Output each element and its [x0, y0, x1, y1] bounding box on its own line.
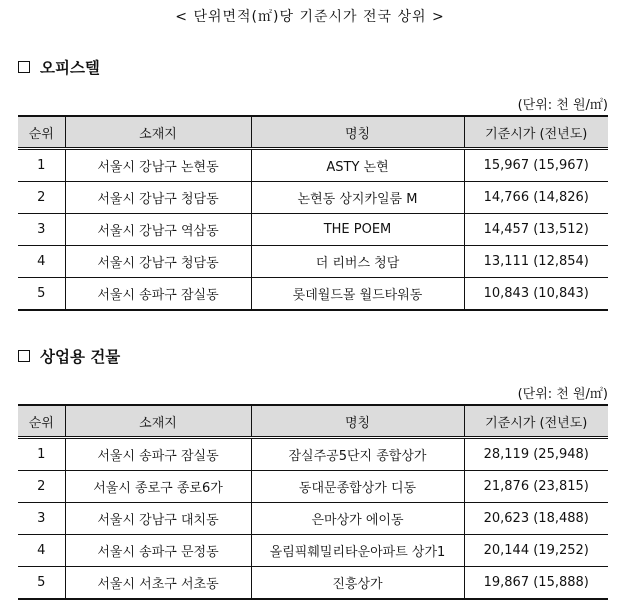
- cell-name: THE POEM: [251, 214, 464, 246]
- cell-rank: 1: [18, 149, 65, 182]
- table-row: [18, 567, 608, 600]
- header-rank: 순위: [18, 116, 65, 149]
- cell-price: 14,766 (14,826): [464, 182, 608, 214]
- table-row: [18, 149, 608, 182]
- cell-name: 잠실주공5단지 종합상가: [251, 438, 464, 471]
- cell-rank: 5: [18, 567, 65, 600]
- cell-name: 올림픽훼밀리타운아파트 상가1: [251, 535, 464, 567]
- section-heading-commercial: [18, 345, 120, 367]
- header-rank: 순위: [18, 405, 65, 438]
- checkbox-icon: [18, 350, 30, 362]
- table-row: [18, 278, 608, 311]
- cell-name: 진흥상가: [251, 567, 464, 600]
- unit-note: (단위: 천 원/㎡): [517, 387, 608, 402]
- unit-note: (단위: 천 원/㎡): [517, 98, 608, 113]
- cell-price: 28,119 (25,948): [464, 438, 608, 471]
- header-location: 소재지: [65, 116, 251, 149]
- section-heading-officetel: [18, 56, 100, 78]
- cell-location: 서울시 강남구 논현동: [65, 149, 251, 182]
- cell-price: 14,457 (13,512): [464, 214, 608, 246]
- cell-rank: 4: [18, 246, 65, 278]
- cell-rank: 5: [18, 278, 65, 311]
- cell-rank: 2: [18, 471, 65, 503]
- cell-location: 서울시 강남구 청담동: [65, 182, 251, 214]
- table-row: [18, 246, 608, 278]
- header-price: 기준시가 (전년도): [464, 405, 608, 438]
- cell-name: ASTY 논현: [251, 149, 464, 182]
- cell-rank: 2: [18, 182, 65, 214]
- cell-rank: 3: [18, 214, 65, 246]
- cell-name: 롯데월드몰 월드타워동: [251, 278, 464, 311]
- cell-rank: 3: [18, 503, 65, 535]
- cell-location: 서울시 종로구 종로6가: [65, 471, 251, 503]
- table-row: [18, 214, 608, 246]
- cell-price: 20,144 (19,252): [464, 535, 608, 567]
- cell-name: 동대문종합상가 디동: [251, 471, 464, 503]
- commercial-table: [18, 404, 608, 600]
- table-header-row: [18, 116, 608, 149]
- cell-location: 서울시 강남구 대치동: [65, 503, 251, 535]
- section-heading-label: 상업용 건물: [40, 348, 121, 366]
- cell-name: 은마상가 에이동: [251, 503, 464, 535]
- cell-location: 서울시 송파구 잠실동: [65, 438, 251, 471]
- cell-price: 19,867 (15,888): [464, 567, 608, 600]
- cell-rank: 4: [18, 535, 65, 567]
- cell-location: 서울시 송파구 문정동: [65, 535, 251, 567]
- cell-rank: 1: [18, 438, 65, 471]
- cell-price: 20,623 (18,488): [464, 503, 608, 535]
- cell-price: 13,111 (12,854): [464, 246, 608, 278]
- cell-location: 서울시 강남구 역삼동: [65, 214, 251, 246]
- cell-location: 서울시 강남구 청담동: [65, 246, 251, 278]
- table-row: [18, 182, 608, 214]
- page-title: < 단위면적(㎡)당 기준시가 전국 상위 >: [175, 9, 445, 25]
- checkbox-icon: [18, 61, 30, 73]
- cell-price: 10,843 (10,843): [464, 278, 608, 311]
- table-row: [18, 503, 608, 535]
- cell-location: 서울시 서초구 서초동: [65, 567, 251, 600]
- cell-location: 서울시 송파구 잠실동: [65, 278, 251, 311]
- officetel-table: [18, 115, 608, 311]
- header-price: 기준시가 (전년도): [464, 116, 608, 149]
- cell-name: 논현동 상지카일룸 M: [251, 182, 464, 214]
- table-row: [18, 535, 608, 567]
- section-heading-label: 오피스텔: [40, 59, 100, 77]
- header-name: 명칭: [251, 405, 464, 438]
- cell-name: 더 리버스 청담: [251, 246, 464, 278]
- cell-price: 21,876 (23,815): [464, 471, 608, 503]
- cell-price: 15,967 (15,967): [464, 149, 608, 182]
- table-row: [18, 438, 608, 471]
- header-location: 소재지: [65, 405, 251, 438]
- header-name: 명칭: [251, 116, 464, 149]
- table-row: [18, 471, 608, 503]
- table-header-row: [18, 405, 608, 438]
